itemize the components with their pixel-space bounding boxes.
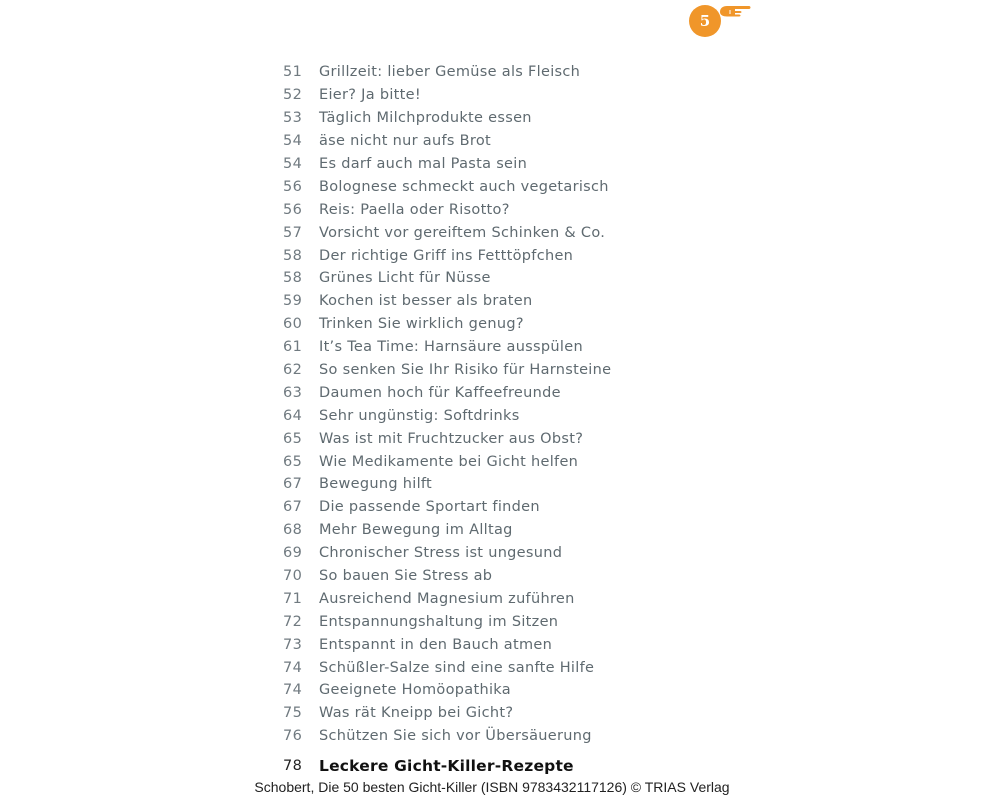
- toc-entry[interactable]: [283, 404, 611, 427]
- toc-entry[interactable]: [283, 610, 611, 633]
- toc-entry[interactable]: [283, 221, 611, 244]
- toc-title: Vorsicht vor gereiftem Schinken & Co.: [319, 224, 606, 241]
- toc-entry[interactable]: [283, 587, 611, 610]
- toc-entry[interactable]: [283, 702, 611, 725]
- toc-page-number: 71: [283, 590, 303, 607]
- toc-title: Es darf auch mal Pasta sein: [319, 156, 528, 172]
- toc-title: Was rät Kneipp bei Gicht?: [319, 705, 514, 722]
- toc-page-number: 60: [283, 316, 303, 333]
- toc-title: Der richtige Griff ins Fetttöpfchen: [319, 247, 574, 264]
- toc-page-number: 54: [283, 133, 303, 150]
- toc-page-number: 59: [283, 293, 303, 310]
- toc-entry[interactable]: [283, 313, 611, 336]
- toc-entry[interactable]: [283, 336, 611, 359]
- toc-entry[interactable]: [283, 473, 611, 496]
- toc-page-number: 64: [283, 407, 303, 424]
- footer-text: Schobert, Die 50 besten Gicht-Killer (ISBN 9783432117126) © TRIAS Verlag: [254, 779, 730, 795]
- toc-page-number: 61: [283, 339, 303, 356]
- toc-title: Daumen hoch für Kaffeefreunde: [319, 384, 561, 401]
- toc-entry[interactable]: [283, 267, 611, 290]
- toc-page-number: 72: [283, 613, 303, 630]
- toc-title: Bewegung hilft: [319, 476, 433, 493]
- toc-page-number: 70: [283, 568, 303, 585]
- toc-page-number: 65: [283, 430, 303, 447]
- toc-page-number: 57: [283, 224, 303, 241]
- toc-title: Schützen Sie sich vor Übersäuerung: [319, 728, 592, 745]
- toc-page-number: 63: [283, 384, 303, 401]
- toc-entry[interactable]: [283, 290, 611, 313]
- toc-entry[interactable]: [283, 656, 611, 679]
- toc-entry[interactable]: [283, 175, 611, 198]
- toc-title: Entspannt in den Bauch atmen: [319, 636, 553, 653]
- toc-title: Grünes Licht für Nüsse: [319, 270, 491, 287]
- toc-title: So bauen Sie Stress ab: [319, 568, 493, 585]
- toc-entry[interactable]: [283, 565, 611, 588]
- toc-title: Leckere Gicht-Killer-Rezepte: [319, 757, 574, 776]
- toc-entry[interactable]: [283, 381, 611, 404]
- toc-page-number: 74: [283, 659, 303, 676]
- page-number: 5: [699, 12, 711, 30]
- toc-page-number: 58: [283, 247, 303, 264]
- toc-entry[interactable]: [283, 427, 611, 450]
- toc-page-number: 73: [283, 636, 303, 653]
- toc-title: Kochen ist besser als braten: [319, 293, 533, 310]
- toc-page-number: 75: [283, 705, 303, 722]
- toc-title: It’s Tea Time: Harnsäure ausspülen: [319, 339, 583, 356]
- toc-entry[interactable]: [283, 107, 611, 130]
- toc-title: Reis: Paella oder Risotto?: [319, 201, 510, 218]
- toc-title: So senken Sie Ihr Risiko für Harnsteine: [319, 362, 612, 379]
- toc-title: Trinken Sie wirklich genug?: [319, 316, 524, 333]
- toc-entry[interactable]: [283, 633, 611, 656]
- toc-page-number: 58: [283, 270, 303, 287]
- toc-title: Die passende Sportart finden: [319, 499, 540, 516]
- toc-page-number: 52: [283, 87, 303, 104]
- toc-title: Sehr ungünstig: Softdrinks: [319, 407, 520, 424]
- toc-entry[interactable]: [283, 198, 611, 221]
- pointing-hand-icon: [718, 3, 752, 19]
- toc-entry[interactable]: [283, 542, 611, 565]
- toc-entry[interactable]: [283, 450, 611, 473]
- toc-entry[interactable]: [283, 679, 611, 702]
- toc-title: Was ist mit Fruchtzucker aus Obst?: [319, 430, 584, 447]
- toc-title: Chronischer Stress ist ungesund: [319, 545, 563, 562]
- toc-page-number: 51: [283, 64, 303, 81]
- table-of-contents: [283, 61, 611, 778]
- toc-page-number: 53: [283, 110, 303, 127]
- toc-title: Ausreichend Magnesium zuführen: [319, 590, 575, 607]
- toc-title: Bolognese schmeckt auch vegetarisch: [319, 178, 609, 195]
- toc-page-number: 62: [283, 362, 303, 379]
- toc-page-number: 78: [283, 758, 303, 775]
- toc-entry[interactable]: [283, 84, 611, 107]
- toc-entry[interactable]: [283, 496, 611, 519]
- toc-entry[interactable]: [283, 153, 611, 176]
- toc-entry[interactable]: [283, 61, 611, 84]
- toc-page-number: 54: [283, 156, 303, 172]
- toc-page-number: 69: [283, 545, 303, 562]
- toc-entry[interactable]: [283, 359, 611, 382]
- toc-title: Täglich Milchprodukte essen: [319, 110, 532, 127]
- page-number-badge: [689, 5, 721, 37]
- toc-entry[interactable]: [283, 519, 611, 542]
- copyright-footer: [0, 779, 1000, 795]
- toc-page-number: 65: [283, 453, 303, 470]
- toc-title: äse nicht nur aufs Brot: [319, 133, 491, 150]
- toc-entry[interactable]: [283, 130, 611, 153]
- toc-entry[interactable]: [283, 725, 611, 748]
- toc-title: Geeignete Homöopathika: [319, 682, 511, 699]
- toc-page-number: 56: [283, 201, 303, 218]
- toc-page-number: 68: [283, 522, 303, 539]
- toc-page-number: 76: [283, 728, 303, 745]
- toc-title: Grillzeit: lieber Gemüse als Fleisch: [319, 64, 581, 81]
- toc-title: Eier? Ja bitte!: [319, 87, 421, 104]
- toc-page-number: 56: [283, 178, 303, 195]
- toc-title: Schüßler-Salze sind eine sanfte Hilfe: [319, 659, 595, 676]
- toc-page-number: 67: [283, 499, 303, 516]
- toc-title: Mehr Bewegung im Alltag: [319, 522, 513, 539]
- toc-title: Entspannungshaltung im Sitzen: [319, 613, 559, 630]
- toc-page-number: 67: [283, 476, 303, 493]
- toc-title: Wie Medikamente bei Gicht helfen: [319, 453, 579, 470]
- toc-section-heading[interactable]: [283, 755, 611, 778]
- toc-page-number: 74: [283, 682, 303, 699]
- toc-entry[interactable]: [283, 244, 611, 267]
